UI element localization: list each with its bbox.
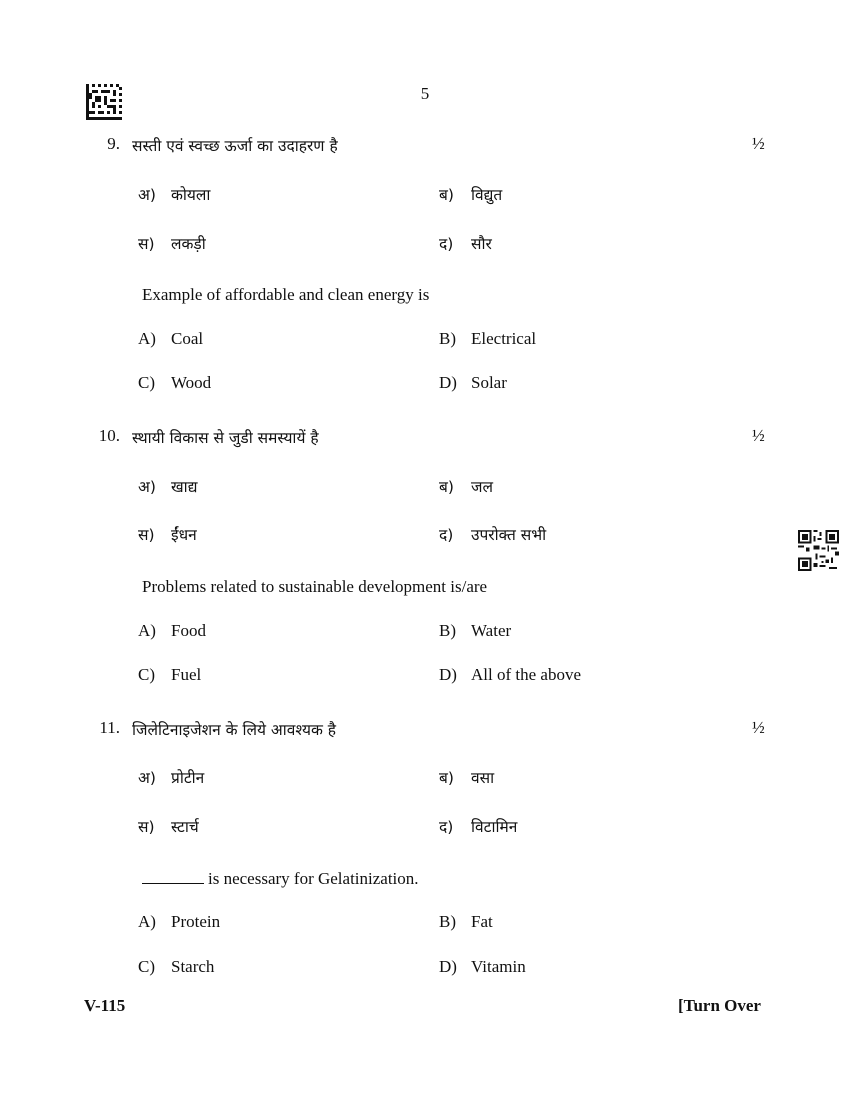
question-text-hindi: स्थायी विकास से जुडी समस्यायें है bbox=[132, 429, 319, 447]
option-text: खाद्य bbox=[171, 478, 198, 496]
question-marks: ½ bbox=[752, 134, 765, 153]
option-text: All of the above bbox=[471, 665, 581, 684]
option-label: द) bbox=[439, 526, 454, 544]
option-label: D) bbox=[439, 373, 457, 392]
turn-over-note: [Turn Over bbox=[678, 996, 761, 1015]
option-text: Wood bbox=[171, 373, 212, 392]
qr-code bbox=[798, 530, 839, 571]
option-label: ब) bbox=[439, 478, 454, 496]
option-text: लकड़ी bbox=[171, 235, 206, 253]
option-text: विटामिन bbox=[471, 818, 518, 836]
option-text: वसा bbox=[471, 769, 495, 787]
option-label: A) bbox=[138, 329, 156, 348]
option-text: जल bbox=[471, 478, 494, 496]
option-text: उपरोक्त सभी bbox=[471, 526, 547, 544]
question-marks: ½ bbox=[752, 718, 765, 737]
option-text: Fuel bbox=[171, 665, 202, 684]
question-text-english: Problems related to sustainable development is/are bbox=[142, 577, 488, 596]
question-marks: ½ bbox=[752, 426, 765, 445]
question-text-hindi: सस्ती एवं स्वच्छ ऊर्जा का उदाहरण है bbox=[132, 137, 338, 155]
option-text: सौर bbox=[471, 235, 492, 253]
option-label: B) bbox=[439, 912, 456, 931]
option-text: कोयला bbox=[171, 186, 211, 204]
question-text-english bbox=[142, 869, 419, 889]
question-number: 9. bbox=[107, 134, 120, 153]
question-text-english: Example of affordable and clean energy is bbox=[142, 285, 430, 304]
option-text: Solar bbox=[471, 373, 507, 392]
option-label: C) bbox=[138, 957, 155, 976]
option-label: D) bbox=[439, 957, 457, 976]
option-label: स) bbox=[138, 818, 155, 836]
option-label: D) bbox=[439, 665, 457, 684]
option-text: Water bbox=[471, 621, 512, 640]
option-text: Vitamin bbox=[471, 957, 526, 976]
option-label: स) bbox=[138, 235, 155, 253]
page-number: 5 bbox=[420, 84, 430, 103]
option-text: Food bbox=[171, 621, 206, 640]
option-label: द) bbox=[439, 818, 454, 836]
option-label: A) bbox=[138, 912, 156, 931]
question-text-english-tail: is necessary for Gelatinization. bbox=[208, 869, 419, 888]
option-label: C) bbox=[138, 665, 155, 684]
fill-in-blank bbox=[142, 869, 204, 884]
option-label: ब) bbox=[439, 769, 454, 787]
option-label: C) bbox=[138, 373, 155, 392]
option-text: Protein bbox=[171, 912, 221, 931]
option-text: Electrical bbox=[471, 329, 537, 348]
option-text: विद्युत bbox=[471, 186, 503, 204]
option-text: Coal bbox=[171, 329, 204, 348]
option-label: B) bbox=[439, 621, 456, 640]
option-text: Starch bbox=[171, 957, 215, 976]
option-label: अ) bbox=[138, 769, 156, 787]
option-label: अ) bbox=[138, 478, 156, 496]
option-label: स) bbox=[138, 526, 155, 544]
option-text: Fat bbox=[471, 912, 493, 931]
option-label: अ) bbox=[138, 186, 156, 204]
option-label: द) bbox=[439, 235, 454, 253]
option-text: ईंधन bbox=[171, 526, 197, 544]
question-number: 11. bbox=[99, 718, 120, 737]
option-label: ब) bbox=[439, 186, 454, 204]
question-number: 10. bbox=[98, 426, 120, 445]
option-label: A) bbox=[138, 621, 156, 640]
option-text: स्टार्च bbox=[171, 818, 199, 836]
paper-code: V-115 bbox=[84, 996, 126, 1015]
question-text-hindi: जिलेटिनाइजेशन के लिये आवश्यक है bbox=[132, 721, 337, 739]
option-text: प्रोटीन bbox=[171, 769, 205, 787]
option-label: B) bbox=[439, 329, 456, 348]
